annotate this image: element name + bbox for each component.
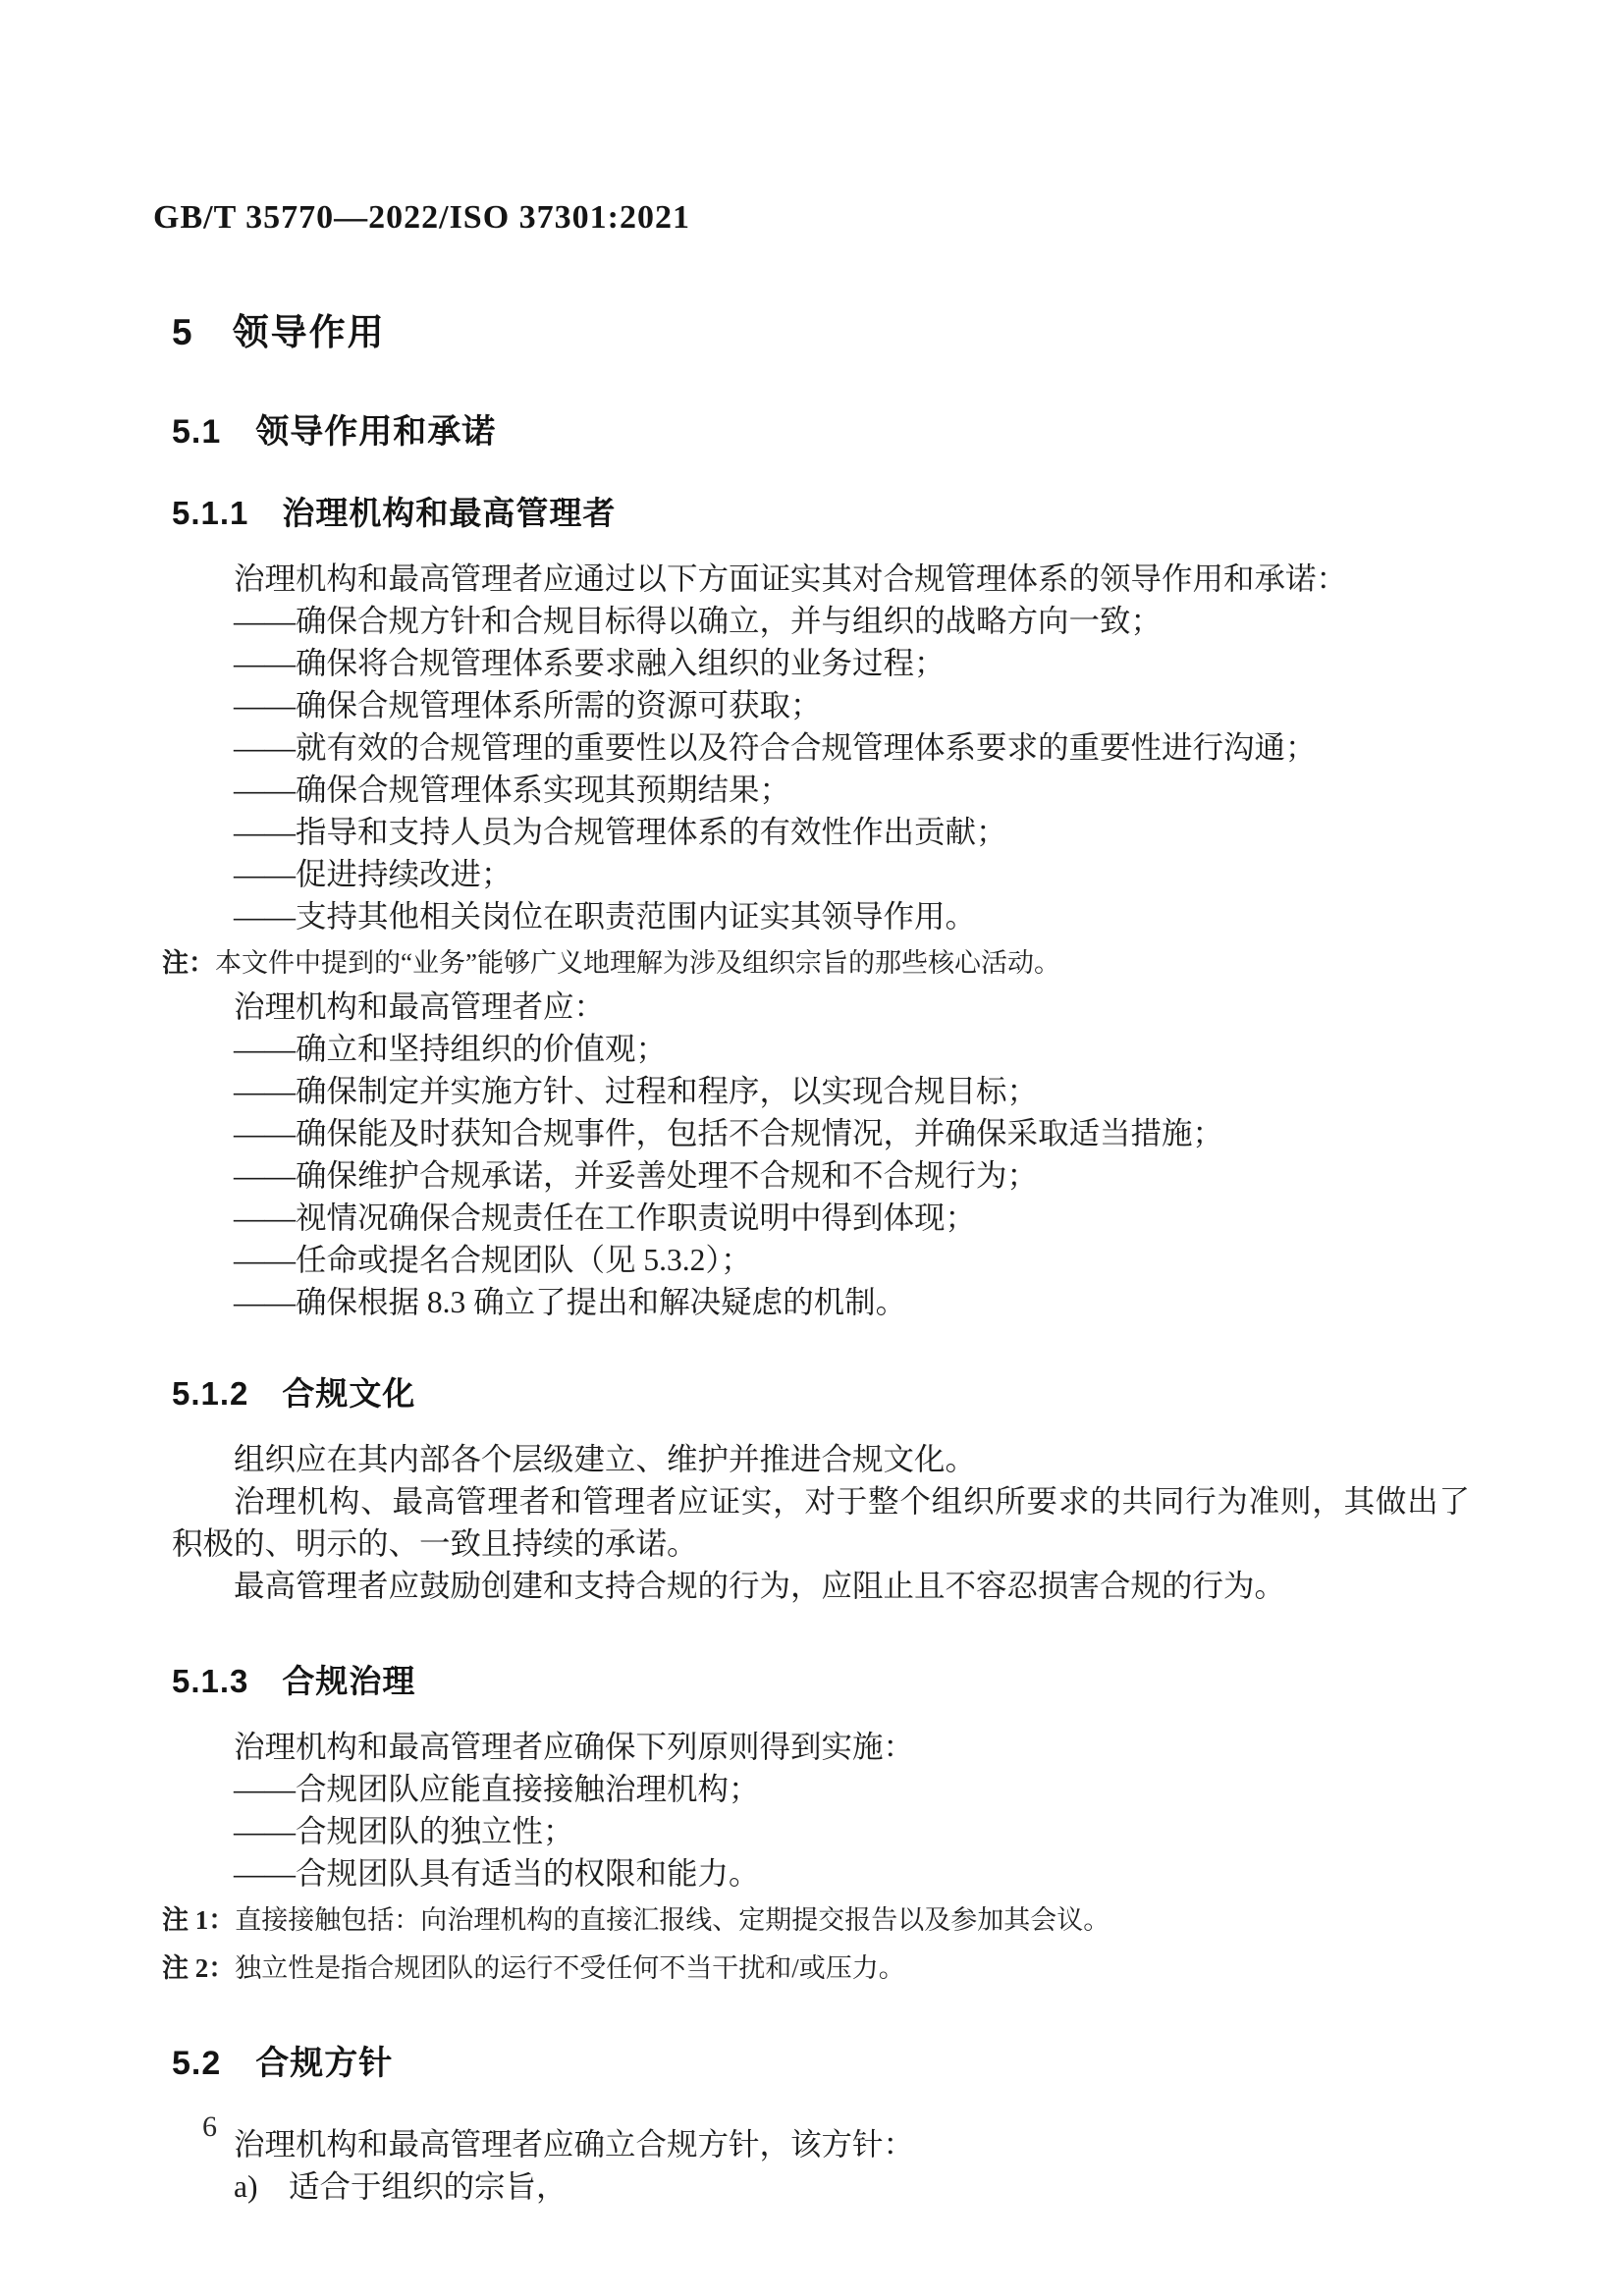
dash-list-item: ——确保根据 8.3 确立了提出和解决疑虑的机制。 xyxy=(234,1285,907,1319)
note-text: 独立性是指合规团队的运行不受任何不当干扰和/或压力。 xyxy=(235,1953,905,1983)
dash-list-item: ——确保合规管理体系所需的资源可获取； xyxy=(234,688,822,722)
dash-list-item: ——合规团队的独立性； xyxy=(234,1814,574,1848)
page-content xyxy=(162,302,1470,2208)
section-5-1-heading: 5.1 领导作用和承诺 xyxy=(172,413,497,451)
dash-list-item: ——合规团队应能直接接触治理机构； xyxy=(234,1772,760,1806)
note-text: 本文件中提到的“业务”能够广义地理解为涉及组织宗旨的那些核心活动。 xyxy=(215,948,1060,978)
note-label: 注 2： xyxy=(162,1953,236,1983)
dash-list-item: ——确保将合规管理体系要求融入组织的业务过程； xyxy=(234,646,946,680)
paragraph: 最高管理者应鼓励创建和支持合规的行为，应阻止且不容忍损害合规的行为。 xyxy=(234,1569,1286,1603)
dash-list-item: ——支持其他相关岗位在职责范围内证实其领导作用。 xyxy=(234,899,977,934)
paragraph: 治理机构和最高管理者应： xyxy=(234,989,606,1024)
dash-list-item: ——确保维护合规承诺，并妥善处理不合规和不合规行为； xyxy=(234,1158,1039,1193)
dash-list-item: ——确保能及时获知合规事件，包括不合规情况，并确保采取适当措施； xyxy=(234,1116,1224,1150)
section-5-heading: 5 领导作用 xyxy=(172,312,386,352)
page-number: 6 xyxy=(202,2110,217,2143)
section-5-1-1-heading: 5.1.1 治理机构和最高管理者 xyxy=(172,495,617,531)
note xyxy=(162,1947,1470,1991)
paragraph: 组织应在其内部各个层级建立、维护并推进合规文化。 xyxy=(234,1442,977,1476)
dash-list-item: ——促进持续改进； xyxy=(234,857,513,891)
note xyxy=(162,941,1470,986)
dash-list-item: ——任命或提名合规团队（见 5.3.2）； xyxy=(234,1243,752,1277)
note xyxy=(162,1898,1470,1943)
note-text: 直接接触包括：向治理机构的直接汇报线、定期提交报告以及参加其会议。 xyxy=(235,1905,1110,1935)
section-5-2-heading: 5.2 合规方针 xyxy=(172,2045,394,2082)
paragraph: 治理机构、最高管理者和管理者应证实，对于整个组织所要求的共同行为准则，其做出了积极的、明示的、一致且持续的承诺。 xyxy=(172,1484,1470,1561)
dash-list-item: ——确保合规管理体系实现其预期结果； xyxy=(234,773,791,807)
dash-list-item: ——确立和坚持组织的价值观； xyxy=(234,1032,668,1066)
dash-list-item: ——合规团队具有适当的权限和能力。 xyxy=(234,1856,760,1891)
lettered-list-item: a) 适合于组织的宗旨， xyxy=(234,2169,568,2204)
dash-list-item: ——就有效的合规管理的重要性以及符合合规管理体系要求的重要性进行沟通； xyxy=(234,730,1317,765)
dash-list-item: ——指导和支持人员为合规管理体系的有效性作出贡献； xyxy=(234,815,1007,849)
dash-list-item: ——视情况确保合规责任在工作职责说明中得到体现； xyxy=(234,1201,977,1235)
dash-list-item: ——确保制定并实施方针、过程和程序，以实现合规目标； xyxy=(234,1074,1039,1108)
paragraph: 治理机构和最高管理者应确立合规方针，该方针： xyxy=(234,2127,915,2162)
note-label: 注： xyxy=(162,948,215,978)
section-5-1-3-heading: 5.1.3 合规治理 xyxy=(172,1663,416,1699)
section-5-1-2-heading: 5.1.2 合规文化 xyxy=(172,1375,416,1412)
paragraph: 治理机构和最高管理者应通过以下方面证实其对合规管理体系的领导作用和承诺： xyxy=(234,561,1348,596)
note-label: 注 1： xyxy=(162,1905,236,1935)
standard-number-header: GB/T 35770—2022/ISO 37301:2021 xyxy=(153,199,690,236)
paragraph: 治理机构和最高管理者应确保下列原则得到实施： xyxy=(234,1730,915,1764)
dash-list-item: ——确保合规方针和合规目标得以确立，并与组织的战略方向一致； xyxy=(234,604,1163,638)
